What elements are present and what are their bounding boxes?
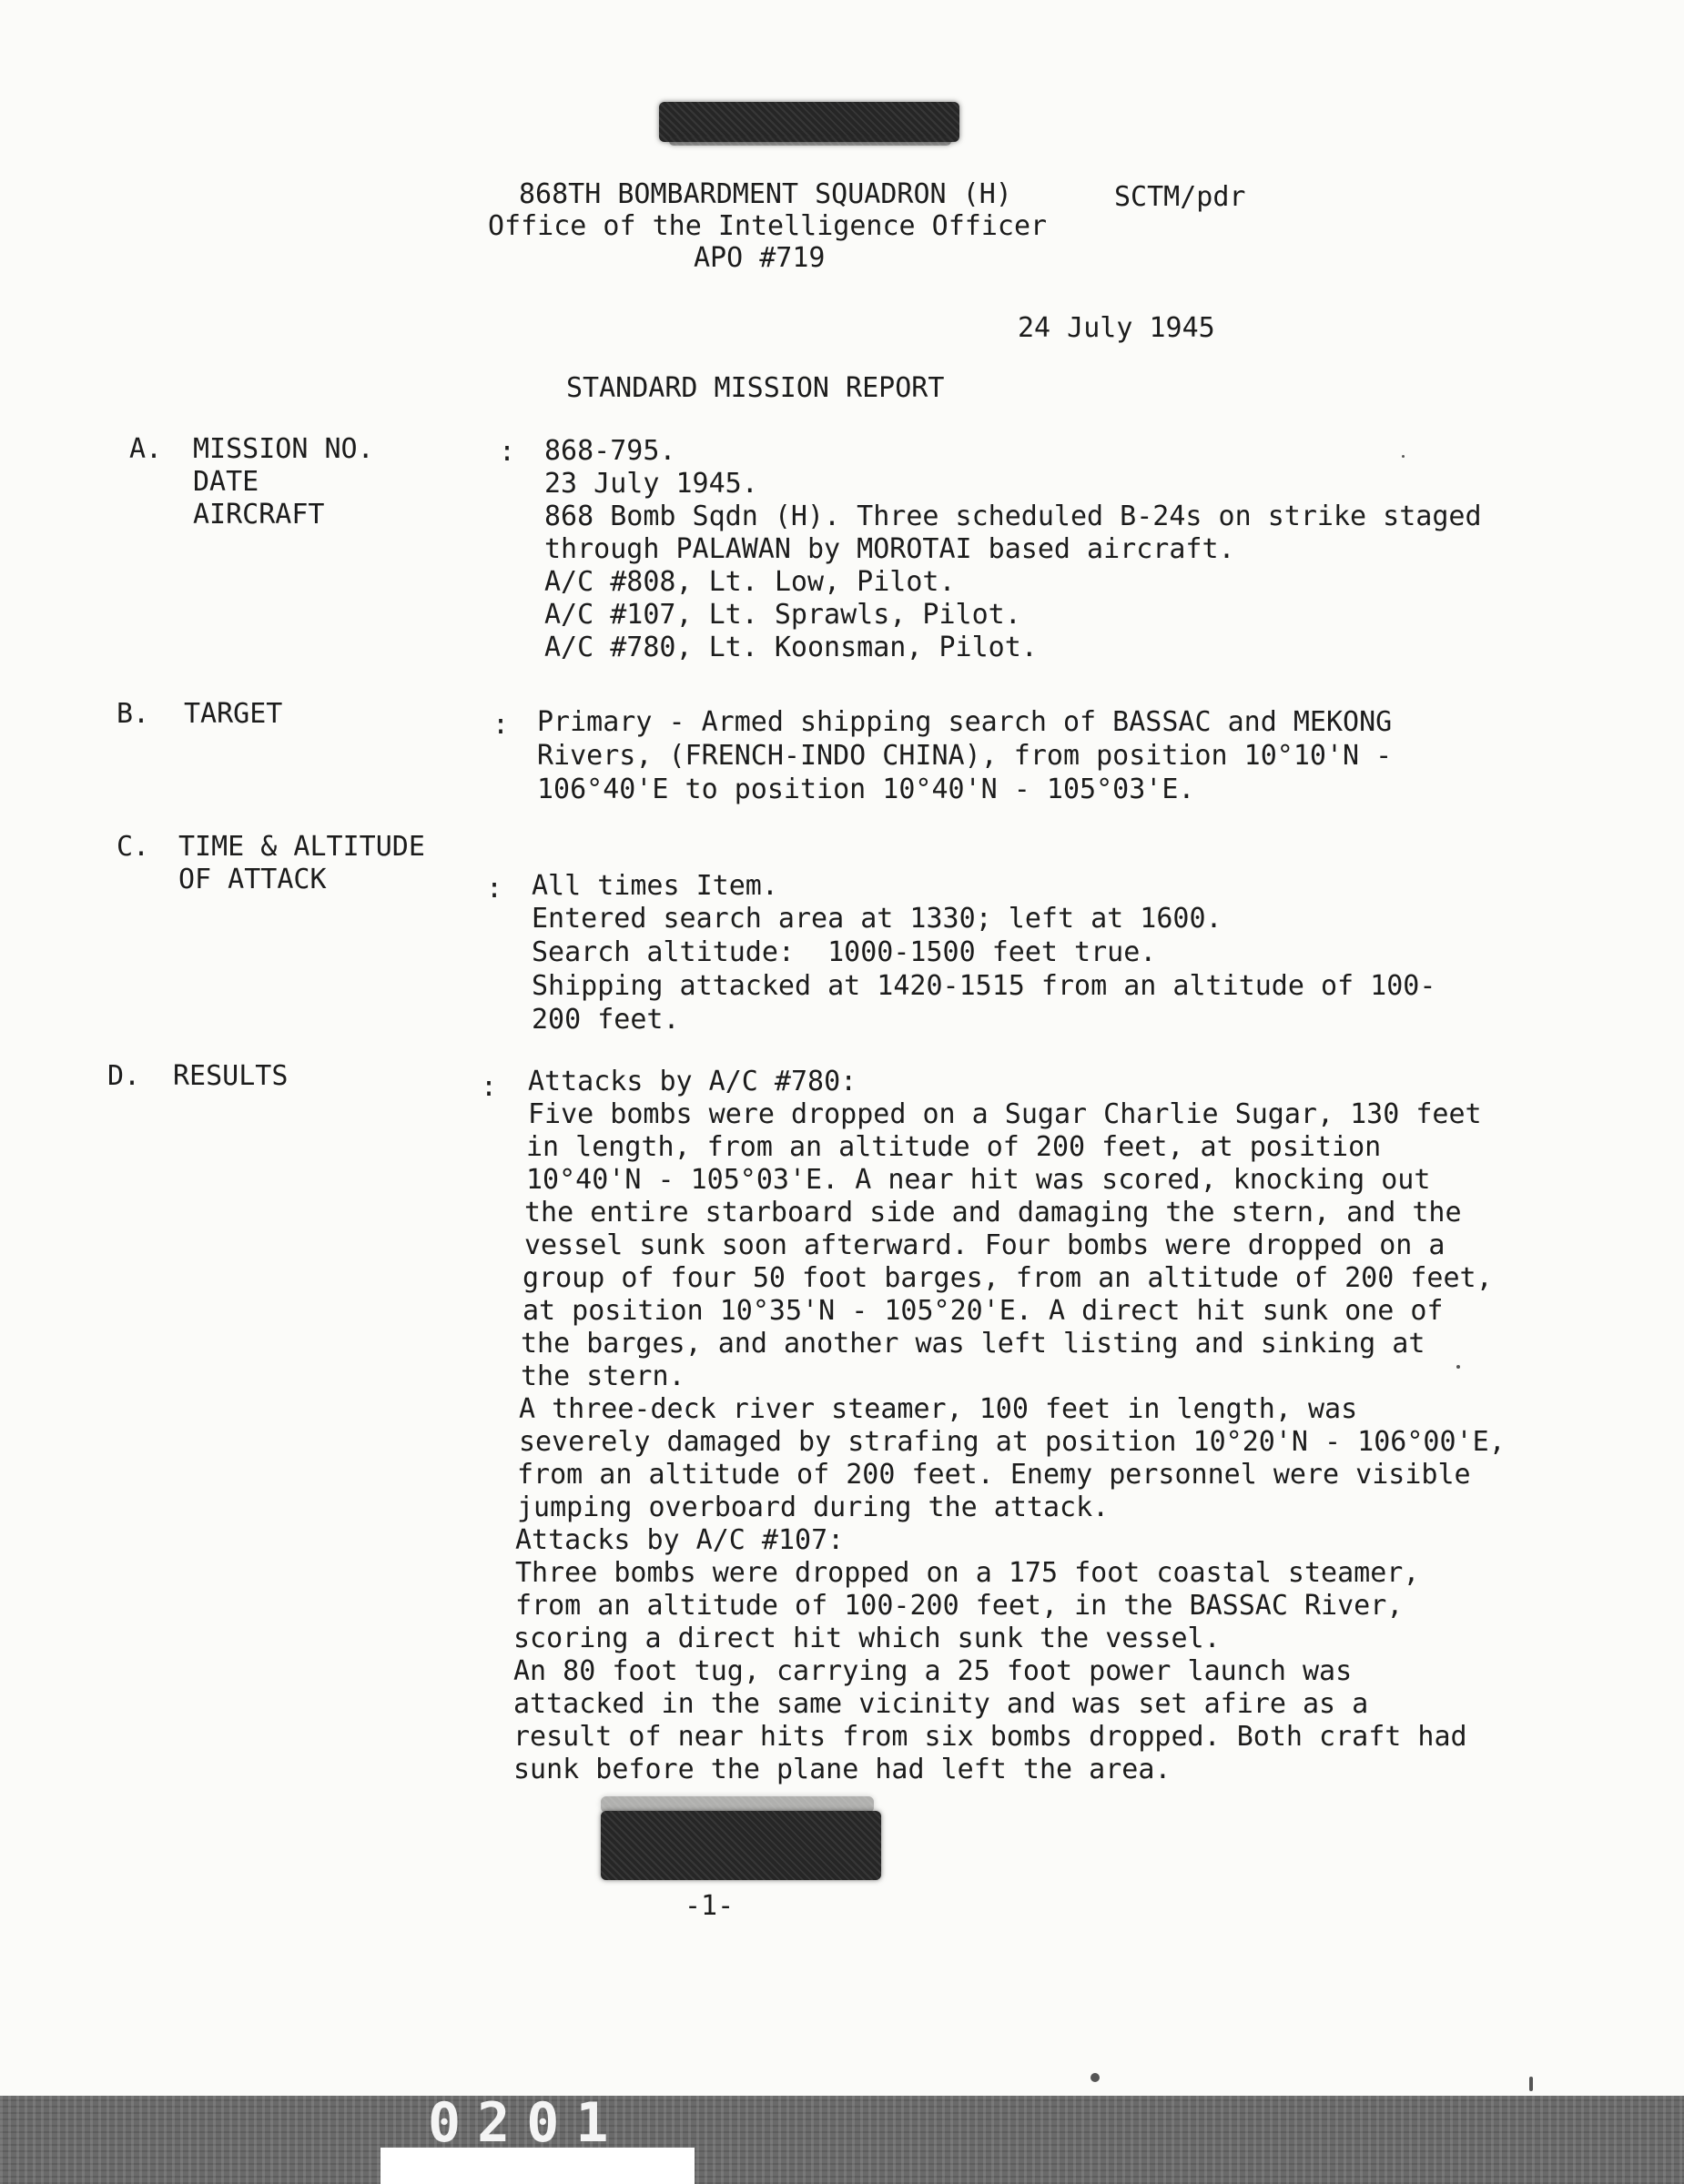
footer-film-band [0, 2096, 1684, 2184]
section-d-colon: : [481, 1071, 498, 1103]
section-a-letter: A. [129, 433, 163, 465]
section-d-line: at position 10°35'N - 105°20'E. A direct hit sunk one of [522, 1295, 1444, 1327]
section-c-line: Entered search area at 1330; left at 1600. [532, 903, 1222, 935]
section-d-line: Attacks by A/C #780: [528, 1066, 857, 1097]
section-d-line: the barges, and another was left listing and sinking at [521, 1328, 1425, 1360]
section-d-line: scoring a direct hit which sunk the vessel. [513, 1623, 1221, 1654]
section-d-line: result of near hits from six bombs dropped. Both craft had [513, 1721, 1467, 1753]
scan-speck [1456, 1365, 1460, 1369]
section-a-line: 868 Bomb Sqdn (H). Three scheduled B-24s on strike staged [544, 500, 1482, 532]
section-b-letter: B. [117, 698, 150, 730]
scan-speck [1529, 2077, 1533, 2091]
section-d-line: the stern. [521, 1360, 685, 1392]
section-a-label-date: DATE [193, 466, 259, 498]
section-d-line: group of four 50 foot barges, from an altitude of 200 feet, [522, 1262, 1493, 1294]
section-a-line: through PALAWAN by MOROTAI based aircraft. [544, 533, 1235, 565]
section-b-line: Rivers, (FRENCH-INDO CHINA), from position 10°10'N - [537, 740, 1393, 772]
section-d-label-results: RESULTS [173, 1060, 289, 1092]
section-d-line: severely damaged by strafing at position 10°20'N - 106°00'E, [519, 1426, 1506, 1458]
office-line: Office of the Intelligence Officer [488, 210, 1048, 242]
bottom-redaction [601, 1811, 881, 1880]
section-d-line: from an altitude of 200 feet. Enemy personnel were visible [517, 1459, 1471, 1491]
section-b-colon: : [492, 709, 510, 741]
scan-speck [1091, 2073, 1100, 2082]
section-a-line: A/C #808, Lt. Low, Pilot. [544, 566, 956, 598]
section-a-label-aircraft: AIRCRAFT [193, 499, 325, 531]
section-d-line: sunk before the plane had left the area. [513, 1754, 1172, 1785]
section-c-label-of-attack: OF ATTACK [178, 864, 327, 895]
report-date: 24 July 1945 [1018, 312, 1215, 344]
section-d-line: An 80 foot tug, carrying a 25 foot power launch was [513, 1655, 1353, 1687]
page-number: -1- [685, 1890, 735, 1922]
section-d-line: the entire starboard side and damaging the stern, and the [524, 1197, 1462, 1228]
section-d-line: in length, from an altitude of 200 feet, at position [526, 1131, 1382, 1163]
section-c-line: All times Item. [532, 870, 778, 902]
section-d-line: 10°40'N - 105°03'E. A near hit was scored, knocking out [526, 1164, 1431, 1196]
report-title: STANDARD MISSION REPORT [566, 372, 945, 404]
section-c-letter: C. [117, 831, 150, 863]
section-a-line: 868-795. [544, 435, 676, 467]
section-a-line: A/C #107, Lt. Sprawls, Pilot. [544, 599, 1021, 631]
section-c-label-time-altitude: TIME & ALTITUDE [178, 831, 425, 863]
section-d-line: from an altitude of 100-200 feet, in the BASSAC River, [515, 1590, 1404, 1622]
section-c-colon: : [486, 873, 503, 905]
section-a-line: 23 July 1945. [544, 468, 758, 500]
section-a-label-mission-no: MISSION NO. [193, 433, 374, 465]
section-d-line: vessel sunk soon afterward. Four bombs were dropped on a [524, 1229, 1446, 1261]
section-b-line: 106°40'E to position 10°40'N - 105°03'E. [537, 774, 1195, 805]
section-d-line: Five bombs were dropped on a Sugar Charlie Sugar, 130 feet [528, 1098, 1482, 1130]
unit-line: 868TH BOMBARDMENT SQUADRON (H) [519, 178, 1012, 210]
section-d-line: jumping overboard during the attack. [517, 1491, 1110, 1523]
section-d-line: Attacks by A/C #107: [515, 1524, 845, 1556]
section-d-line: Three bombs were dropped on a 175 foot coastal steamer, [515, 1557, 1420, 1589]
section-a-colon: : [499, 436, 516, 468]
section-c-line: 200 feet. [532, 1004, 680, 1036]
section-d-letter: D. [107, 1060, 141, 1092]
footer-frame-number: 0201 [428, 2091, 625, 2155]
section-c-line: Search altitude: 1000-1500 feet true. [532, 936, 1157, 968]
section-c-line: Shipping attacked at 1420-1515 from an altitude of 100- [532, 970, 1436, 1002]
scan-speck [1402, 455, 1405, 458]
section-b-line: Primary - Armed shipping search of BASSAC and MEKONG [537, 706, 1393, 738]
reference-code: SCTM/pdr [1114, 181, 1246, 213]
section-a-line: A/C #780, Lt. Koonsman, Pilot. [544, 632, 1038, 663]
section-d-line: attacked in the same vicinity and was set afire as a [513, 1688, 1369, 1720]
section-b-label-target: TARGET [184, 698, 283, 730]
top-redaction-tail [669, 136, 951, 146]
apo-line: APO #719 [694, 242, 826, 274]
section-d-line: A three-deck river steamer, 100 feet in length, was [519, 1393, 1358, 1425]
